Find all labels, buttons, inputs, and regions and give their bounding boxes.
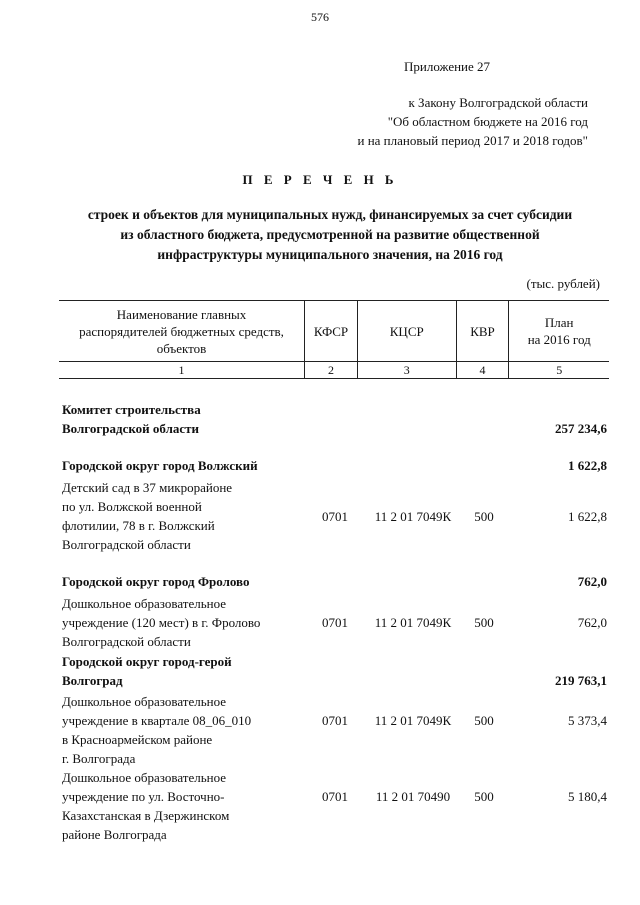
- row-kcsr: 11 2 01 7049К: [374, 713, 452, 728]
- document-title: П Е Р Е Ч Е Н Ь: [242, 172, 398, 187]
- row-kfsr: 0701: [322, 789, 348, 804]
- law-line: "Об областном бюджете на 2016 год: [387, 114, 588, 129]
- row-name-line: Волгоградской области: [62, 634, 191, 649]
- document-subtitle: [50, 205, 610, 265]
- page-number: 576: [311, 10, 329, 24]
- row-name-line: Городской округ город-герой: [62, 654, 232, 669]
- units-label: (тыс. рублей): [526, 276, 600, 291]
- row-name-line: Дошкольное образовательное: [62, 770, 227, 785]
- row-kcsr: 11 2 01 7049К: [374, 615, 452, 630]
- row-name-line: г. Волгограда: [62, 751, 136, 766]
- row-name-line: учреждение в квартале 08_06_010: [62, 713, 252, 728]
- law-reference: [258, 93, 588, 150]
- row-name-line: Городской округ город Волжский: [62, 458, 258, 473]
- row-name-line: Дошкольное образовательное: [62, 596, 227, 611]
- row-name-line: флотилии, 78 в г. Волжский: [62, 518, 215, 533]
- row-plan: 1 622,8: [568, 458, 607, 473]
- row-name-line: по ул. Волжской военной: [62, 499, 202, 514]
- column-number: 3: [357, 362, 456, 379]
- row-kcsr: 11 2 01 7049К: [374, 509, 452, 524]
- row-kfsr: 0701: [322, 615, 348, 630]
- header-kvr: КВР: [456, 301, 509, 362]
- header-plan: [509, 301, 609, 362]
- row-plan: 1 622,8: [568, 509, 607, 524]
- row-name-line: Казахстанская в Дзержинском: [62, 808, 230, 823]
- column-number: 2: [305, 362, 358, 379]
- row-kcsr: 11 2 01 70490: [375, 789, 451, 804]
- row-kvr: 500: [474, 713, 494, 728]
- row-plan: 219 763,1: [555, 673, 607, 688]
- row-name-line: Волгоградской области: [62, 537, 191, 552]
- row-plan: 257 234,6: [555, 421, 607, 436]
- header-kcsr: КЦСР: [357, 301, 456, 362]
- row-kfsr: 0701: [322, 509, 348, 524]
- column-number: 5: [509, 362, 609, 379]
- row-name: [62, 478, 312, 554]
- row-name: [62, 456, 362, 475]
- row-kfsr: 0701: [322, 713, 348, 728]
- header-name-line: Наименование главных: [116, 306, 247, 322]
- subtitle-line: из областного бюджета, предусмотренной на развитие общественной: [120, 227, 540, 242]
- law-line: к Закону Волгоградской области: [408, 95, 588, 110]
- column-number: 1: [59, 362, 305, 379]
- table-header: [59, 300, 609, 379]
- row-name-line: Городской округ город Фролово: [62, 574, 250, 589]
- row-kvr: 500: [474, 509, 494, 524]
- row-name-line: Комитет строительства: [62, 402, 201, 417]
- row-plan: 5 180,4: [568, 789, 607, 804]
- row-name-line: Дошкольное образовательное: [62, 694, 227, 709]
- subtitle-line: инфраструктуры муниципального значения, на 2016 год: [157, 247, 503, 262]
- row-name-line: учреждение по ул. Восточно-: [62, 789, 225, 804]
- row-name-line: Волгоград: [62, 673, 123, 688]
- column-number-row: [59, 362, 609, 379]
- row-name: [62, 692, 312, 768]
- row-name-line: Детский сад в 37 микрорайоне: [62, 480, 233, 495]
- header-name-line: распорядителей бюджетных средств,: [79, 323, 284, 339]
- row-name-line: учреждение (120 мест) в г. Фролово: [62, 615, 261, 630]
- header-kfsr: КФСР: [305, 301, 358, 362]
- row-name-line: районе Волгограда: [62, 827, 167, 842]
- row-name-line: в Красноармейском районе: [62, 732, 213, 747]
- row-name: [62, 572, 362, 591]
- row-kvr: 500: [474, 615, 494, 630]
- header-name: [59, 301, 305, 362]
- header-plan-line: План: [544, 315, 574, 330]
- row-name: [62, 594, 312, 651]
- row-plan: 762,0: [577, 615, 607, 630]
- row-plan: 762,0: [577, 574, 607, 589]
- subtitle-line: строек и объектов для муниципальных нужд, финансируемых за счет субсидии: [87, 207, 573, 222]
- row-kvr: 500: [474, 789, 494, 804]
- row-name: [62, 400, 362, 438]
- row-name: [62, 768, 312, 844]
- header-plan-line: на 2016 год: [527, 332, 591, 347]
- header-name-line: объектов: [156, 340, 207, 356]
- row-name-line: Волгоградской области: [62, 421, 200, 436]
- column-number: 4: [456, 362, 509, 379]
- row-plan: 5 373,4: [568, 713, 607, 728]
- law-line: и на плановый период 2017 и 2018 годов": [357, 133, 588, 148]
- row-name: [62, 652, 362, 690]
- appendix-label: Приложение 27: [404, 59, 491, 74]
